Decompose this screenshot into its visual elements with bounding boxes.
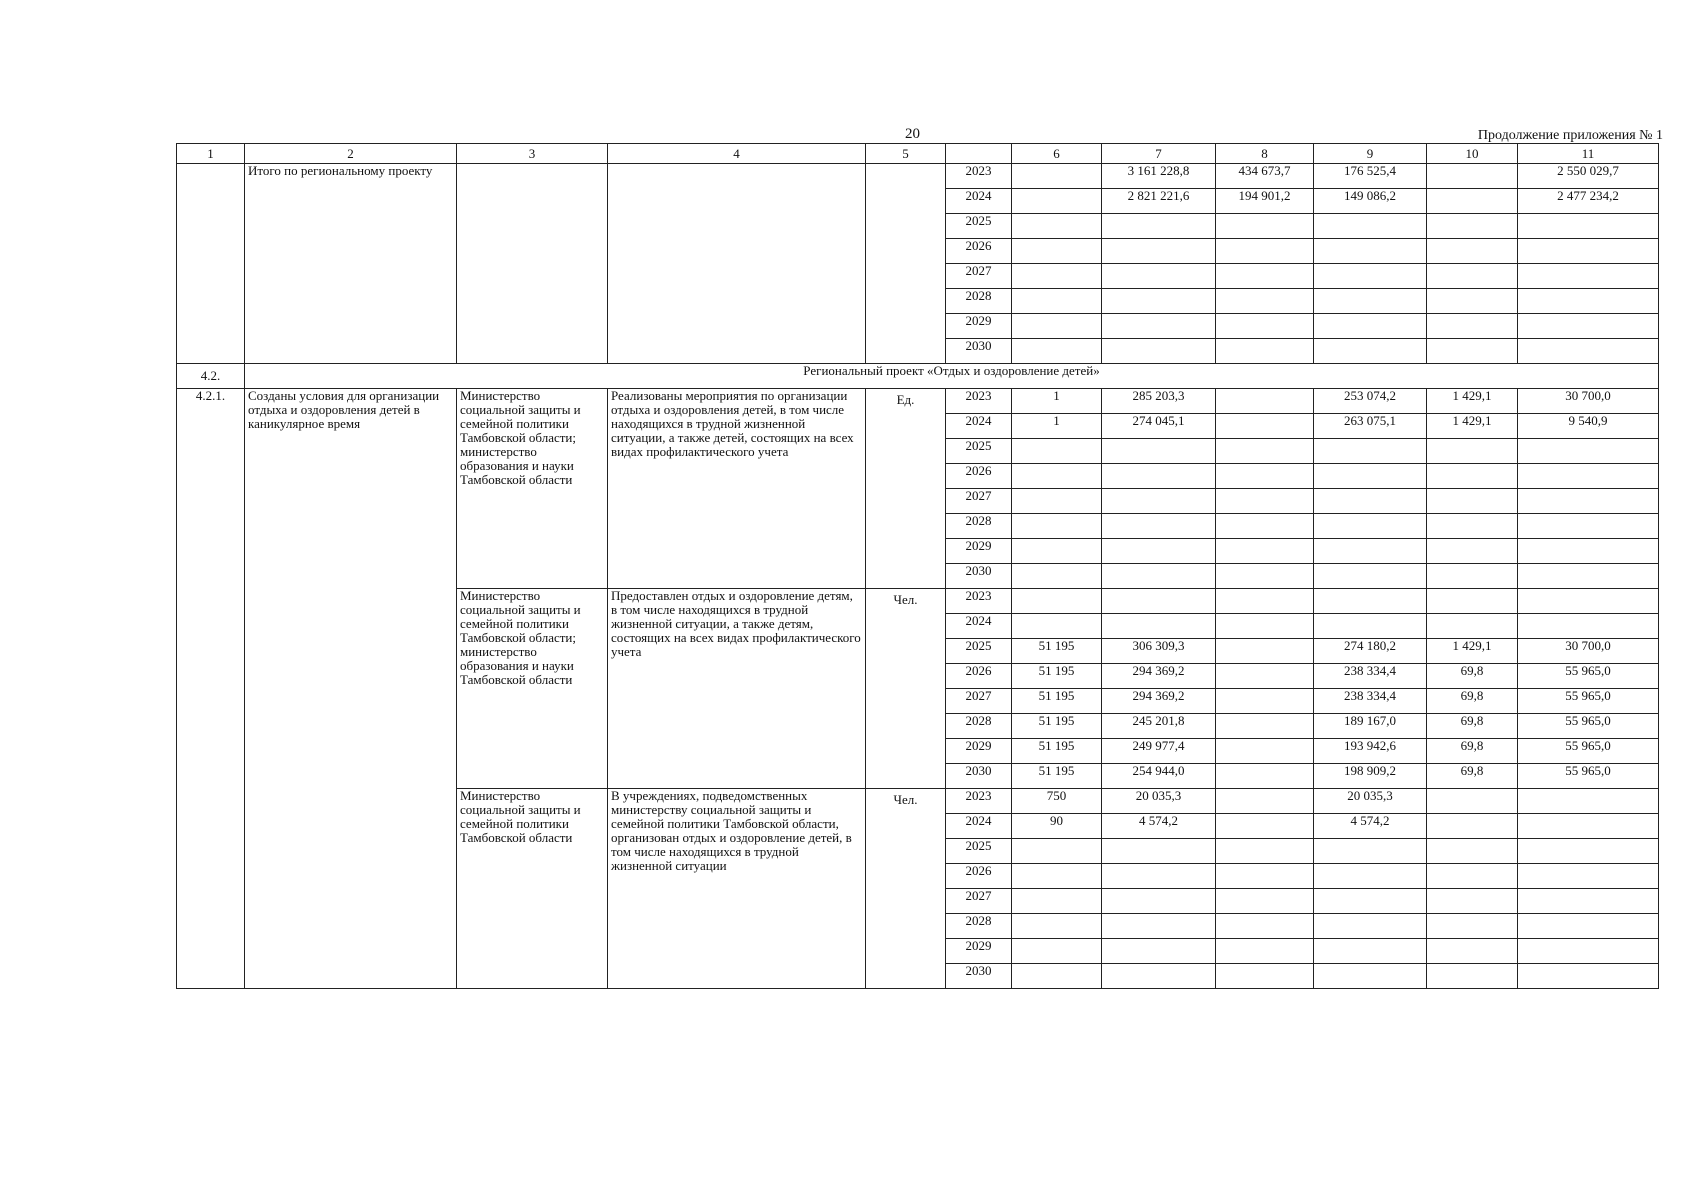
value-c8	[1216, 789, 1314, 814]
value-c8	[1216, 589, 1314, 614]
value-c9	[1314, 839, 1427, 864]
value-c6	[1012, 239, 1102, 264]
value-c8	[1216, 414, 1314, 439]
value-c10: 1 429,1	[1427, 414, 1518, 439]
value-c9: 149 086,2	[1314, 189, 1427, 214]
empty-cell	[866, 164, 946, 364]
column-number: 8	[1216, 144, 1314, 164]
value-c7: 294 369,2	[1102, 664, 1216, 689]
value-c9	[1314, 239, 1427, 264]
value-c7	[1102, 614, 1216, 639]
value-c7	[1102, 939, 1216, 964]
value-c6	[1012, 614, 1102, 639]
value-c8	[1216, 964, 1314, 989]
empty-cell	[457, 164, 608, 364]
value-c6	[1012, 489, 1102, 514]
year-cell: 2029	[946, 739, 1012, 764]
value-c8	[1216, 639, 1314, 664]
column-number: 11	[1518, 144, 1659, 164]
value-c10	[1427, 439, 1518, 464]
year-cell: 2025	[946, 439, 1012, 464]
year-cell: 2027	[946, 689, 1012, 714]
value-c10	[1427, 539, 1518, 564]
value-c11	[1518, 214, 1659, 239]
value-c9	[1314, 489, 1427, 514]
value-c11	[1518, 939, 1659, 964]
value-c10	[1427, 239, 1518, 264]
value-c8	[1216, 289, 1314, 314]
value-c6: 51 195	[1012, 689, 1102, 714]
responsible-cell: Министерство социальной защиты и семейной политики Тамбовской области; министерство образования и науки Тамбовской области	[457, 389, 608, 589]
value-c9: 263 075,1	[1314, 414, 1427, 439]
value-c8	[1216, 564, 1314, 589]
value-c10	[1427, 189, 1518, 214]
column-number: 2	[245, 144, 457, 164]
value-c9	[1314, 339, 1427, 364]
value-c8	[1216, 214, 1314, 239]
value-c11: 30 700,0	[1518, 389, 1659, 414]
value-c10: 69,8	[1427, 689, 1518, 714]
value-c9	[1314, 214, 1427, 239]
value-c7: 306 309,3	[1102, 639, 1216, 664]
value-c8	[1216, 339, 1314, 364]
value-c10	[1427, 214, 1518, 239]
value-c9	[1314, 964, 1427, 989]
value-c10	[1427, 489, 1518, 514]
year-cell: 2028	[946, 514, 1012, 539]
value-c8	[1216, 314, 1314, 339]
value-c11	[1518, 464, 1659, 489]
value-c11: 9 540,9	[1518, 414, 1659, 439]
value-c7	[1102, 289, 1216, 314]
value-c11	[1518, 589, 1659, 614]
value-c8	[1216, 839, 1314, 864]
value-c9	[1314, 564, 1427, 589]
value-c6: 1	[1012, 389, 1102, 414]
value-c10	[1427, 589, 1518, 614]
value-c6: 90	[1012, 814, 1102, 839]
value-c11: 30 700,0	[1518, 639, 1659, 664]
value-c10	[1427, 339, 1518, 364]
value-c8	[1216, 764, 1314, 789]
value-c9	[1314, 289, 1427, 314]
column-number: 9	[1314, 144, 1427, 164]
continuation-label: Продолжение приложения № 1	[1477, 128, 1663, 143]
value-c11	[1518, 339, 1659, 364]
value-c10	[1427, 789, 1518, 814]
column-number: 10	[1427, 144, 1518, 164]
value-c6	[1012, 189, 1102, 214]
value-c6: 51 195	[1012, 714, 1102, 739]
value-c11	[1518, 539, 1659, 564]
value-c10	[1427, 889, 1518, 914]
value-c9	[1314, 914, 1427, 939]
value-c7	[1102, 889, 1216, 914]
column-number-row	[177, 144, 1659, 164]
year-cell: 2026	[946, 664, 1012, 689]
year-cell: 2025	[946, 839, 1012, 864]
value-c11	[1518, 264, 1659, 289]
value-c10	[1427, 514, 1518, 539]
value-c8	[1216, 614, 1314, 639]
value-c9	[1314, 939, 1427, 964]
value-c10	[1427, 564, 1518, 589]
value-c10	[1427, 964, 1518, 989]
total-label: Итого по региональному проекту	[245, 164, 457, 364]
value-c8	[1216, 464, 1314, 489]
value-c10	[1427, 314, 1518, 339]
value-c6: 51 195	[1012, 764, 1102, 789]
value-c6: 51 195	[1012, 664, 1102, 689]
value-c6: 1	[1012, 414, 1102, 439]
value-c11	[1518, 914, 1659, 939]
year-cell: 2030	[946, 764, 1012, 789]
value-c7	[1102, 589, 1216, 614]
section-row	[177, 364, 1659, 389]
year-cell: 2023	[946, 389, 1012, 414]
value-c10	[1427, 289, 1518, 314]
value-c6	[1012, 539, 1102, 564]
year-cell: 2029	[946, 314, 1012, 339]
value-c10: 1 429,1	[1427, 389, 1518, 414]
value-c9: 238 334,4	[1314, 689, 1427, 714]
value-c9	[1314, 864, 1427, 889]
value-c8	[1216, 739, 1314, 764]
value-c10	[1427, 939, 1518, 964]
value-c10	[1427, 264, 1518, 289]
year-cell: 2024	[946, 814, 1012, 839]
unit-cell: Ед.	[866, 389, 946, 589]
column-number: 6	[1012, 144, 1102, 164]
result-cell: В учреждениях, подведомственных министерству социальной защиты и семейной политики Тамбовской области, организован отдых и оздоровление детей, в том числе находящихся в трудной жизненной ситуации	[608, 789, 866, 989]
value-c10: 69,8	[1427, 764, 1518, 789]
value-c8	[1216, 489, 1314, 514]
value-c10: 69,8	[1427, 739, 1518, 764]
value-c11	[1518, 514, 1659, 539]
value-c11: 55 965,0	[1518, 664, 1659, 689]
value-c6: 51 195	[1012, 639, 1102, 664]
value-c11	[1518, 864, 1659, 889]
value-c10	[1427, 814, 1518, 839]
value-c9	[1314, 464, 1427, 489]
value-c7: 20 035,3	[1102, 789, 1216, 814]
value-c9	[1314, 539, 1427, 564]
section-title: Региональный проект «Отдых и оздоровление детей»	[245, 364, 1659, 389]
year-cell: 2023	[946, 164, 1012, 189]
year-cell: 2030	[946, 564, 1012, 589]
value-c6: 750	[1012, 789, 1102, 814]
value-c7: 285 203,3	[1102, 389, 1216, 414]
value-c11	[1518, 814, 1659, 839]
year-cell: 2029	[946, 539, 1012, 564]
value-c8	[1216, 889, 1314, 914]
column-number: 7	[1102, 144, 1216, 164]
value-c9	[1314, 264, 1427, 289]
year-cell: 2029	[946, 939, 1012, 964]
value-c9	[1314, 439, 1427, 464]
value-c9	[1314, 514, 1427, 539]
value-c7	[1102, 864, 1216, 889]
year-cell: 2025	[946, 639, 1012, 664]
value-c7: 245 201,8	[1102, 714, 1216, 739]
value-c11	[1518, 239, 1659, 264]
value-c9: 189 167,0	[1314, 714, 1427, 739]
value-c8	[1216, 539, 1314, 564]
unit-cell: Чел.	[866, 589, 946, 789]
value-c7	[1102, 539, 1216, 564]
year-cell: 2026	[946, 864, 1012, 889]
year-cell: 2024	[946, 414, 1012, 439]
value-c10	[1427, 614, 1518, 639]
year-cell: 2030	[946, 339, 1012, 364]
column-number: 4	[608, 144, 866, 164]
value-c9	[1314, 314, 1427, 339]
value-c7: 249 977,4	[1102, 739, 1216, 764]
value-c8	[1216, 914, 1314, 939]
page-number: 20	[905, 126, 920, 142]
value-c7	[1102, 514, 1216, 539]
responsible-cell: Министерство социальной защиты и семейной политики Тамбовской области; министерство образования и науки Тамбовской области	[457, 589, 608, 789]
task-name: Созданы условия для организации отдыха и оздоровления детей в каникулярное время	[245, 389, 457, 989]
value-c8	[1216, 514, 1314, 539]
value-c10	[1427, 464, 1518, 489]
value-c7	[1102, 914, 1216, 939]
value-c6	[1012, 214, 1102, 239]
value-c7: 274 045,1	[1102, 414, 1216, 439]
value-c6	[1012, 839, 1102, 864]
value-c6	[1012, 514, 1102, 539]
value-c10	[1427, 864, 1518, 889]
value-c7: 4 574,2	[1102, 814, 1216, 839]
value-c11: 2 477 234,2	[1518, 189, 1659, 214]
value-c11: 55 965,0	[1518, 714, 1659, 739]
year-cell: 2024	[946, 189, 1012, 214]
value-c9: 238 334,4	[1314, 664, 1427, 689]
value-c11	[1518, 839, 1659, 864]
value-c7: 2 821 221,6	[1102, 189, 1216, 214]
empty-cell	[608, 164, 866, 364]
value-c11	[1518, 964, 1659, 989]
value-c7	[1102, 464, 1216, 489]
value-c7	[1102, 439, 1216, 464]
value-c8	[1216, 814, 1314, 839]
value-c7: 294 369,2	[1102, 689, 1216, 714]
value-c9	[1314, 589, 1427, 614]
year-cell: 2027	[946, 489, 1012, 514]
value-c9: 253 074,2	[1314, 389, 1427, 414]
year-cell: 2030	[946, 964, 1012, 989]
value-c6	[1012, 964, 1102, 989]
column-number: 3	[457, 144, 608, 164]
value-c10: 1 429,1	[1427, 639, 1518, 664]
value-c11	[1518, 614, 1659, 639]
value-c11	[1518, 789, 1659, 814]
value-c6	[1012, 939, 1102, 964]
value-c7	[1102, 839, 1216, 864]
value-c6	[1012, 314, 1102, 339]
year-cell: 2028	[946, 714, 1012, 739]
value-c6	[1012, 914, 1102, 939]
value-c9: 193 942,6	[1314, 739, 1427, 764]
value-c9: 176 525,4	[1314, 164, 1427, 189]
value-c8	[1216, 664, 1314, 689]
value-c6	[1012, 889, 1102, 914]
column-number	[946, 144, 1012, 164]
year-cell: 2024	[946, 614, 1012, 639]
value-c11: 2 550 029,7	[1518, 164, 1659, 189]
value-c11: 55 965,0	[1518, 739, 1659, 764]
value-c7	[1102, 239, 1216, 264]
responsible-cell: Министерство социальной защиты и семейной политики Тамбовской области	[457, 789, 608, 989]
value-c8	[1216, 864, 1314, 889]
value-c9	[1314, 614, 1427, 639]
column-number: 5	[866, 144, 946, 164]
result-cell: Реализованы мероприятия по организации отдыха и оздоровления детей, в том числе находящихся в трудной жизненной ситуации, а также детей, состоящих на всех видах профилактического учета	[608, 389, 866, 589]
value-c6	[1012, 589, 1102, 614]
column-number: 1	[177, 144, 245, 164]
section-code: 4.2.	[177, 364, 245, 389]
program-table	[176, 143, 1659, 989]
value-c7: 254 944,0	[1102, 764, 1216, 789]
value-c6	[1012, 464, 1102, 489]
value-c8	[1216, 264, 1314, 289]
value-c8	[1216, 389, 1314, 414]
value-c6	[1012, 164, 1102, 189]
value-c11	[1518, 439, 1659, 464]
value-c7	[1102, 264, 1216, 289]
value-c8: 194 901,2	[1216, 189, 1314, 214]
table-row	[177, 389, 1659, 414]
year-cell: 2026	[946, 239, 1012, 264]
value-c11: 55 965,0	[1518, 689, 1659, 714]
unit-cell: Чел.	[866, 789, 946, 989]
value-c9: 274 180,2	[1314, 639, 1427, 664]
year-cell: 2027	[946, 264, 1012, 289]
value-c10	[1427, 164, 1518, 189]
task-code: 4.2.1.	[177, 389, 245, 989]
value-c8	[1216, 689, 1314, 714]
value-c8	[1216, 714, 1314, 739]
value-c8: 434 673,7	[1216, 164, 1314, 189]
value-c9	[1314, 889, 1427, 914]
value-c6	[1012, 339, 1102, 364]
value-c11	[1518, 314, 1659, 339]
value-c9: 198 909,2	[1314, 764, 1427, 789]
value-c11	[1518, 289, 1659, 314]
value-c10	[1427, 914, 1518, 939]
value-c9: 20 035,3	[1314, 789, 1427, 814]
value-c6: 51 195	[1012, 739, 1102, 764]
value-c9: 4 574,2	[1314, 814, 1427, 839]
value-c7	[1102, 339, 1216, 364]
value-c6	[1012, 439, 1102, 464]
empty-code-cell	[177, 164, 245, 364]
value-c10: 69,8	[1427, 664, 1518, 689]
value-c7: 3 161 228,8	[1102, 164, 1216, 189]
value-c10: 69,8	[1427, 714, 1518, 739]
value-c7	[1102, 964, 1216, 989]
value-c11	[1518, 489, 1659, 514]
value-c11: 55 965,0	[1518, 764, 1659, 789]
value-c7	[1102, 489, 1216, 514]
year-cell: 2027	[946, 889, 1012, 914]
year-cell: 2025	[946, 214, 1012, 239]
year-cell: 2028	[946, 914, 1012, 939]
total-row	[177, 164, 1659, 189]
year-cell: 2023	[946, 589, 1012, 614]
year-cell: 2023	[946, 789, 1012, 814]
value-c6	[1012, 289, 1102, 314]
value-c11	[1518, 564, 1659, 589]
value-c10	[1427, 839, 1518, 864]
value-c6	[1012, 264, 1102, 289]
value-c8	[1216, 939, 1314, 964]
value-c11	[1518, 889, 1659, 914]
value-c8	[1216, 439, 1314, 464]
year-cell: 2026	[946, 464, 1012, 489]
value-c7	[1102, 564, 1216, 589]
value-c7	[1102, 214, 1216, 239]
year-cell: 2028	[946, 289, 1012, 314]
value-c7	[1102, 314, 1216, 339]
result-cell: Предоставлен отдых и оздоровление детям, в том числе находящихся в трудной жизненной ситуации, а также детям, состоящих на всех видах профилактического учета	[608, 589, 866, 789]
value-c6	[1012, 864, 1102, 889]
value-c6	[1012, 564, 1102, 589]
value-c8	[1216, 239, 1314, 264]
